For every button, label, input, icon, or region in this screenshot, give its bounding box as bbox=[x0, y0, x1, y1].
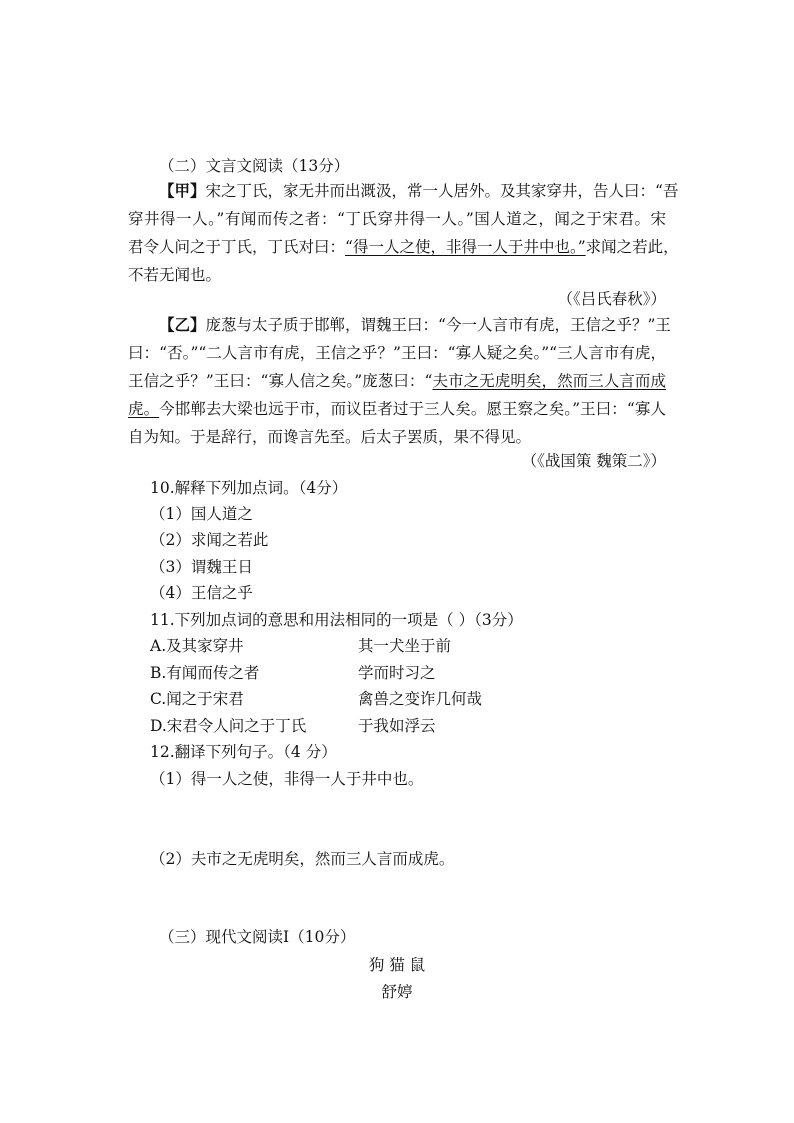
yi-line-3: 王信之乎？”王曰：“寡人信之矣。”庞葱曰：“夫市之无虎明矣，然而三人言而成 bbox=[128, 372, 666, 390]
jia-line-4: 不若无闻也。 bbox=[128, 266, 222, 284]
yi-underlined-sentence-b: 虎。 bbox=[128, 400, 160, 418]
yi-line-1: 【乙】庞葱与太子质于邯郸，谓魏王曰：“今一人言市有虎，王信之乎？”王 bbox=[159, 315, 671, 334]
section3-heading: （三）现代文阅读Ⅰ（10分） bbox=[159, 928, 356, 946]
q10-item-4: （4）王信之乎 bbox=[150, 584, 253, 602]
q11-option-a-compare: 其一犬坐于前 bbox=[358, 637, 452, 655]
yi-source: （《战国策 魏策二》） bbox=[521, 452, 666, 470]
q11-option-b-compare: 学而时习之 bbox=[358, 664, 436, 682]
q10-item-3: （3）谓魏王日 bbox=[150, 558, 253, 576]
q10-item-2: （2）求闻之若此 bbox=[150, 531, 269, 549]
q12-item-1: （1）得一人之使，非得一人于井中也。 bbox=[150, 770, 424, 788]
yi-underlined-sentence-a: 夫市之无虎明矣，然而三人言而成 bbox=[432, 372, 666, 390]
article-title: 狗 猫 鼠 bbox=[368, 956, 426, 974]
yi-line-4: 虎。今邯郸去大梁也远于市，而议臣者过于三人矣。愿王察之矣。”王曰：“寡人 bbox=[128, 400, 666, 418]
q11-option-a: A.及其家穿井 bbox=[150, 637, 244, 655]
jia-line-3: 君令人问之于丁氏，丁氏对曰：“得一人之使，非得一人于井中也。”求闻之若此， bbox=[128, 238, 679, 256]
jia-mark: 【甲】 bbox=[159, 181, 206, 200]
q11-option-d-compare: 于我如浮云 bbox=[358, 717, 436, 735]
q12-item-2: （2）夫市之无虎明矣，然而三人言而成虎。 bbox=[150, 850, 455, 868]
jia-line-1: 【甲】宋之丁氏，家无井而出溉汲，常一人居外。及其家穿井，告人曰：“吾 bbox=[159, 181, 679, 200]
yi-line-2: 曰：“否。”“二人言市有虎，王信之乎？”王曰：“寡人疑之矣。”“三人言市有虎， bbox=[128, 344, 666, 362]
q12-title: 12.翻译下列句子。（4 分） bbox=[150, 743, 337, 761]
q10-item-1: （1）国人道之 bbox=[150, 505, 253, 523]
section2-heading: （二）文言文阅读（13分） bbox=[159, 157, 350, 175]
yi-mark: 【乙】 bbox=[159, 315, 206, 334]
q11-option-d: D.宋君令人问之于丁氏 bbox=[150, 717, 307, 735]
q10-title: 10.解释下列加点词。（4分） bbox=[150, 479, 348, 497]
jia-line-2: 穿井得一人。”有闻而传之者：“丁氏穿井得一人。”国人道之，闻之于宋君。宋 bbox=[128, 210, 666, 228]
jia-underlined-sentence: “得一人之使，非得一人于井中也。” bbox=[345, 238, 586, 256]
article-author: 舒婷 bbox=[381, 983, 413, 1001]
q11-option-c: C.闻之于宋君 bbox=[150, 690, 244, 708]
q11-option-c-compare: 禽兽之变诈几何哉 bbox=[358, 690, 483, 708]
q11-option-b: B.有闻而传之者 bbox=[150, 664, 260, 682]
q11-title: 11.下列加点词的意思和用法相同的一项是（ ）（3分） bbox=[150, 611, 523, 629]
yi-line-5: 自为知。于是辞行，而谗言先至。后太子罢质，果不得见。 bbox=[128, 428, 532, 446]
jia-source: （《吕氏春秋》） bbox=[557, 290, 666, 308]
